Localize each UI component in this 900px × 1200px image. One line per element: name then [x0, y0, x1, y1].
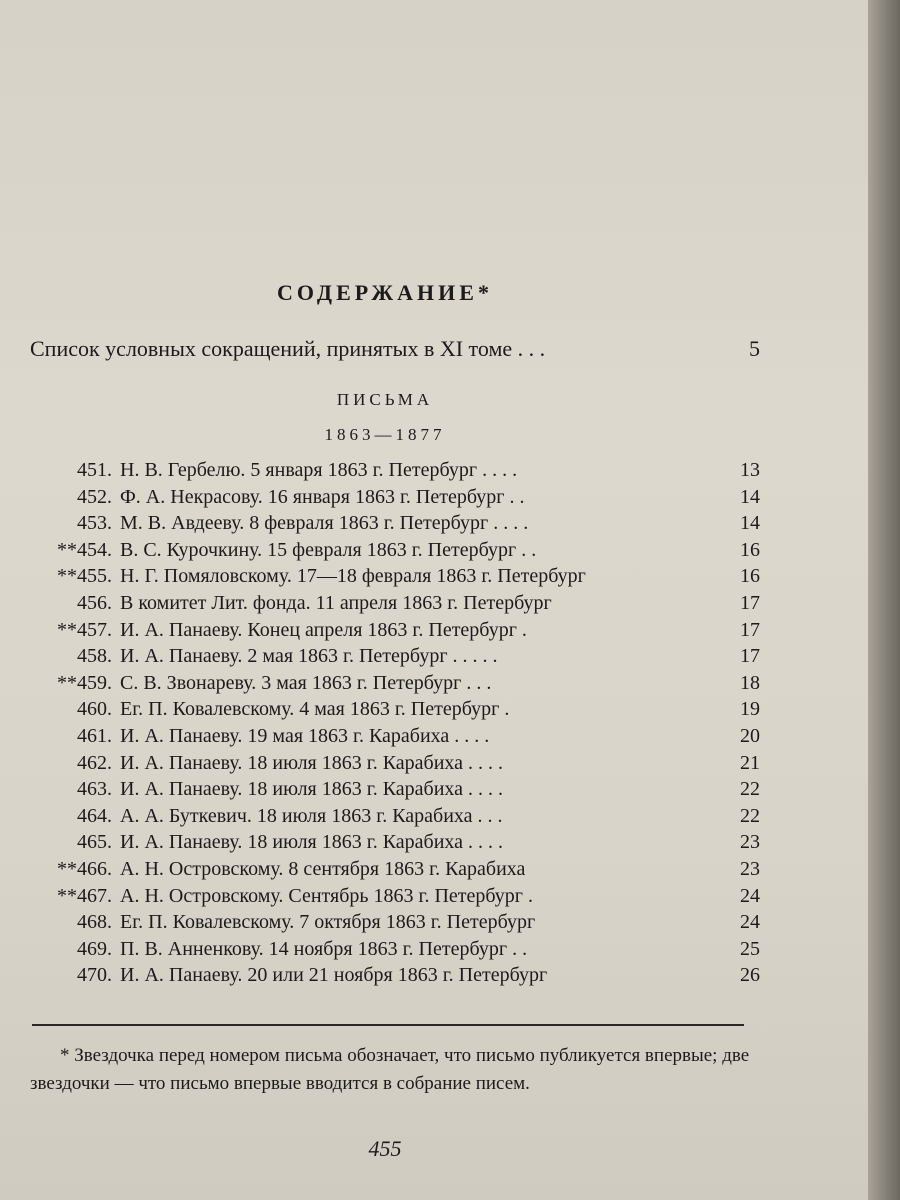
entry-text: Ег. П. Ковалевскому. 4 мая 1863 г. Петербург .: [120, 698, 510, 721]
toc-entry: [0, 831, 760, 858]
footnote-rule: [32, 1024, 744, 1026]
entry-page: 22: [740, 778, 760, 801]
section-years: 1863—1877: [324, 425, 446, 444]
entry-number: **466.: [57, 857, 112, 880]
toc-entry: [0, 565, 760, 592]
toc-entry: [0, 885, 760, 912]
entry-text: И. А. Панаеву. 20 или 21 ноября 1863 г. Петербург: [120, 964, 548, 987]
entry-page: 14: [740, 485, 760, 508]
entry-number: 460.: [77, 698, 112, 721]
entry-number: 456.: [77, 591, 112, 614]
toc-entry: [0, 486, 760, 513]
entry-number: 468.: [77, 911, 112, 934]
entry-number: 453.: [77, 512, 112, 535]
toc-entry: [0, 725, 760, 752]
entry-text: И. А. Панаеву. 19 мая 1863 г. Карабиха . . . .: [120, 724, 490, 747]
entry-page: 20: [740, 724, 760, 747]
entry-text: Н. Г. Помяловскому. 17—18 февраля 1863 г. Петербург: [120, 565, 586, 588]
entry-number: 458.: [77, 645, 112, 668]
toc-entry: [0, 512, 760, 539]
entry-number: 469.: [77, 937, 112, 960]
entry-text: Н. В. Гербелю. 5 января 1863 г. Петербург . . . .: [120, 459, 518, 481]
entry-number: 470.: [77, 964, 112, 987]
entry-number: **457.: [57, 618, 112, 641]
page-number: 455: [368, 1136, 402, 1161]
toc-list: [0, 459, 760, 991]
entry-text: И. А. Панаеву. 18 июля 1863 г. Карабиха . . . .: [120, 778, 504, 801]
entry-text: В. С. Курочкину. 15 февраля 1863 г. Петербург . .: [120, 538, 537, 561]
toc-entry: [0, 778, 760, 805]
toc-entry: [0, 938, 760, 965]
entry-number: 452.: [77, 485, 112, 508]
entry-page: 17: [740, 618, 760, 641]
entry-text: А. Н. Островскому. Сентябрь 1863 г. Петербург .: [120, 884, 534, 907]
toc-entry: [0, 619, 760, 646]
entry-text: С. В. Звонареву. 3 мая 1863 г. Петербург . . .: [120, 671, 492, 694]
adjacent-page-edge: [868, 0, 900, 1200]
entry-text: А. А. Буткевич. 18 июля 1863 г. Карабиха . . .: [120, 804, 503, 827]
entry-page: 16: [740, 565, 760, 588]
entry-number: 462.: [77, 751, 112, 774]
entry-text: Ег. П. Ковалевскому. 7 октября 1863 г. Петербург: [120, 911, 536, 934]
entry-text: А. Н. Островскому. 8 сентября 1863 г. Карабиха: [120, 857, 526, 880]
toc-entry: [0, 459, 760, 486]
entry-page: 25: [740, 937, 760, 960]
toc-entry: [0, 592, 760, 619]
toc-entry: [0, 805, 760, 832]
toc-intro-text: Список условных сокращений, принятых в XI томе . . .: [30, 336, 546, 361]
entry-number: 461.: [77, 724, 112, 747]
entry-text: И. А. Панаеву. 18 июля 1863 г. Карабиха . . . .: [120, 751, 504, 774]
entry-text: В комитет Лит. фонда. 11 апреля 1863 г. Петербург: [120, 591, 552, 614]
entry-text: И. А. Панаеву. 18 июля 1863 г. Карабиха . . . .: [120, 831, 504, 854]
toc-entry: [0, 539, 760, 566]
entry-page: 23: [740, 831, 760, 854]
toc-intro-row: [30, 336, 760, 362]
entry-text: М. В. Авдееву. 8 февраля 1863 г. Петербург . . . .: [120, 512, 529, 535]
toc-entry: [0, 752, 760, 779]
entry-number: 465.: [77, 831, 112, 854]
entry-page: 19: [740, 698, 760, 721]
entry-number: 451.: [77, 459, 112, 481]
entry-page: 24: [740, 911, 760, 934]
toc-entry: [0, 645, 760, 672]
toc-entry: [0, 964, 760, 991]
entry-number: 463.: [77, 778, 112, 801]
entry-page: 22: [740, 804, 760, 827]
toc-entry: [0, 672, 760, 699]
entry-page: 23: [740, 857, 760, 880]
entry-text: П. В. Анненкову. 14 ноября 1863 г. Петербург . .: [120, 937, 528, 960]
entry-page: 17: [740, 591, 760, 614]
entry-text: И. А. Панаеву. Конец апреля 1863 г. Петербург .: [120, 618, 527, 641]
entry-page: 16: [740, 538, 760, 561]
page-heading: СОДЕРЖАНИЕ*: [277, 280, 493, 305]
entry-number: **454.: [57, 538, 112, 561]
footnote: * Звездочка перед номером письма обозначает, что письмо публикуется впервые; две звездочки — что письмо впервые вводится в собрание писем.: [30, 1045, 750, 1094]
entry-page: 26: [740, 964, 760, 987]
entry-page: 24: [740, 884, 760, 907]
entry-page: 18: [740, 671, 760, 694]
toc-entry: [0, 911, 760, 938]
entry-page: 17: [740, 645, 760, 668]
entry-page: 14: [740, 512, 760, 535]
section-title: ПИСЬМА: [336, 390, 434, 409]
toc-intro-page: 5: [749, 336, 760, 361]
entry-page: 21: [740, 751, 760, 774]
entry-text: И. А. Панаеву. 2 мая 1863 г. Петербург . . . . .: [120, 645, 498, 668]
entry-number: 464.: [77, 804, 112, 827]
entry-number: **455.: [57, 565, 112, 588]
entry-text: Ф. А. Некрасову. 16 января 1863 г. Петербург . .: [120, 485, 525, 508]
toc-entry: [0, 698, 760, 725]
toc-entry: [0, 858, 760, 885]
entry-number: **459.: [57, 671, 112, 694]
entry-page: 13: [740, 459, 760, 481]
entry-number: **467.: [57, 884, 112, 907]
